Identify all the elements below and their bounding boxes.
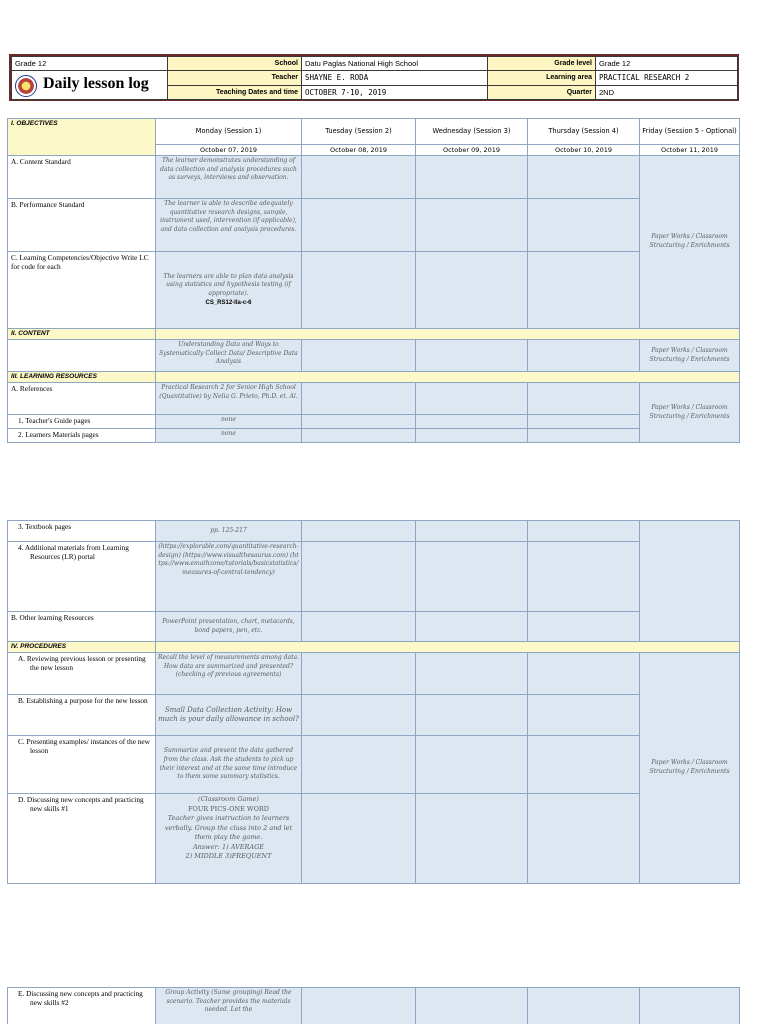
friday-note-procedures: Paper Works / Classroom Structuring / Enrichments	[640, 653, 740, 884]
learning-area-value: PRACTICAL RESEARCH 2	[596, 71, 738, 86]
empty-cell	[528, 199, 640, 252]
content-label-empty	[8, 340, 156, 372]
procedure-d-line-5: 2) MIDDLE 3)FREQUENT	[185, 852, 272, 860]
empty-cell	[302, 521, 416, 542]
procedure-d-monday	[156, 794, 302, 884]
procedure-a-monday: Recall the level of measurements among data. How data are summarized and presented? (checking of previous agreements)	[156, 653, 302, 695]
learners-materials-monday: none	[156, 429, 302, 443]
empty-cell	[416, 542, 528, 612]
school-label: School	[168, 57, 302, 71]
procedure-e-monday: Group Activity (Same grouping) Read the scenario. Teacher provides the materials needed. Let the	[156, 988, 302, 1024]
performance-standard-label: B. Performance Standard	[8, 199, 156, 252]
content-standard-label: A. Content Standard	[8, 156, 156, 199]
empty-cell	[416, 340, 528, 372]
empty-cell	[416, 429, 528, 443]
empty-cell	[528, 653, 640, 695]
title-cell	[12, 71, 168, 100]
empty-cell	[302, 612, 416, 642]
empty-cell	[302, 340, 416, 372]
grade-cell: Grade 12	[12, 57, 168, 71]
section-band	[156, 372, 740, 383]
friday-note-resources-2	[640, 521, 740, 642]
day-tuesday: Tuesday (Session 2)	[302, 119, 416, 145]
empty-cell	[416, 695, 528, 736]
section-band	[156, 329, 740, 340]
empty-cell	[528, 794, 640, 884]
teachers-guide-label: 1. Teacher's Guide pages	[8, 415, 156, 429]
empty-cell	[528, 383, 640, 415]
empty-cell	[528, 415, 640, 429]
procedure-a-label: A. Reviewing previous lesson or presenting the new lesson	[8, 653, 156, 695]
additional-materials-monday: (https://explorable.com/quantitative-research-design) (https://www.visualthesaurus.com) (https://www.emathzone/tutorials/basicstatistics/measures-of-central-tendency)	[156, 542, 302, 612]
quarter-value: 2ND	[596, 85, 738, 100]
teachers-guide-monday: none	[156, 415, 302, 429]
textbook-monday: pp. 125-217	[156, 521, 302, 542]
procedure-d-line-1: (Classroom Game)	[198, 795, 259, 803]
empty-cell	[416, 415, 528, 429]
competency-code: CS_RS12-IIa-c-6	[205, 299, 252, 306]
performance-standard-monday: The learner is able to describe adequately quantitative research designs, sample, instrument used, intervention (if applicable), and data collection and analysis procedures.	[156, 199, 302, 252]
friday-note-content: Paper Works / Classroom Structuring / Enrichments	[640, 340, 740, 372]
empty-cell	[302, 988, 416, 1024]
empty-cell	[528, 340, 640, 372]
learners-materials-label: 2. Learners Materials pages	[8, 429, 156, 443]
teacher-value: SHAYNE E. RODA	[302, 71, 488, 86]
procedure-b-label: B. Establishing a purpose for the new lesson	[8, 695, 156, 736]
day-friday: Friday (Session 5 - Optional)	[640, 119, 740, 145]
procedure-e-label: E. Discussing new concepts and practicing new skills #2	[8, 988, 156, 1024]
section-band	[156, 642, 740, 653]
day-wednesday: Wednesday (Session 3)	[416, 119, 528, 145]
empty-cell	[302, 736, 416, 794]
procedure-d-line-2: FOUR PICS-ONE WORD	[187, 804, 270, 813]
empty-cell	[528, 521, 640, 542]
teacher-label: Teacher	[168, 71, 302, 86]
empty-cell	[416, 199, 528, 252]
objectives-heading: I. OBJECTIVES	[8, 119, 156, 156]
procedures-heading: IV. PROCEDURES	[8, 642, 156, 653]
lesson-table-part-2	[7, 520, 740, 884]
empty-cell	[416, 521, 528, 542]
quarter-label: Quarter	[488, 85, 596, 100]
empty-cell	[528, 252, 640, 329]
references-label: A. References	[8, 383, 156, 415]
deped-seal-icon	[15, 75, 37, 97]
content-heading: II. CONTENT	[8, 329, 156, 340]
dates-label: Teaching Dates and time	[168, 85, 302, 100]
page-title: Daily lesson log	[43, 75, 149, 92]
empty-cell	[416, 252, 528, 329]
date-tuesday: October 08, 2019	[302, 145, 416, 156]
additional-materials-label: 4. Additional materials from Learning Resources (LR) portal	[8, 542, 156, 612]
empty-cell	[302, 199, 416, 252]
resources-heading: III. LEARNING RESOURCES	[8, 372, 156, 383]
empty-cell	[528, 542, 640, 612]
procedure-c-label: C. Presenting examples/ instances of the new lesson	[8, 736, 156, 794]
empty-cell	[302, 542, 416, 612]
procedure-d-label: D. Discussing new concepts and practicing new skills #1	[8, 794, 156, 884]
friday-note-resources: Paper Works / Classroom Structuring / Enrichments	[640, 383, 740, 443]
references-monday: Practical Research 2 for Senior High School (Quantitative) by Nelia G. Prieto, Ph.D. et. Al.	[156, 383, 302, 415]
empty-cell	[302, 415, 416, 429]
empty-cell	[640, 988, 740, 1024]
competencies-text: The learners are able to plan data analysis using statistics and hypothesis testing (if appropriate).	[163, 272, 294, 297]
empty-cell	[302, 653, 416, 695]
date-wednesday: October 09, 2019	[416, 145, 528, 156]
other-resources-label: B. Other learning Resources	[8, 612, 156, 642]
empty-cell	[302, 429, 416, 443]
content-standard-monday: The learner demonstrates understanding of data collection and analysis procedures such as surveys, interviews and observation.	[156, 156, 302, 199]
competencies-label: C. Learning Competencies/Objective Write LC for code for each	[8, 252, 156, 329]
empty-cell	[416, 383, 528, 415]
empty-cell	[528, 429, 640, 443]
header-block	[9, 54, 739, 101]
day-monday: Monday (Session 1)	[156, 119, 302, 145]
grade-level-label: Grade level	[488, 57, 596, 71]
empty-cell	[302, 794, 416, 884]
empty-cell	[302, 156, 416, 199]
empty-cell	[528, 695, 640, 736]
procedure-d-line-4: Answer: 1) AVERAGE	[192, 842, 265, 851]
empty-cell	[528, 156, 640, 199]
grade-level-value: Grade 12	[596, 57, 738, 71]
procedure-b-monday: Small Data Collection Activity: How much is your daily allowance in school?	[156, 695, 302, 736]
empty-cell	[302, 252, 416, 329]
empty-cell	[528, 736, 640, 794]
competencies-monday	[156, 252, 302, 329]
empty-cell	[416, 156, 528, 199]
empty-cell	[416, 653, 528, 695]
empty-cell	[416, 794, 528, 884]
textbook-label: 3. Textbook pages	[8, 521, 156, 542]
friday-note-objectives: Paper Works / Classroom Structuring / Enrichments	[640, 156, 740, 329]
dates-value: OCTOBER 7-10, 2019	[302, 85, 488, 100]
day-thursday: Thursday (Session 4)	[528, 119, 640, 145]
date-friday: October 11, 2019	[640, 145, 740, 156]
content-monday: Understanding Data and Ways to Systematically Collect Data/ Descriptive Data Analysis	[156, 340, 302, 372]
school-value: Datu Paglas National High School	[302, 57, 488, 71]
empty-cell	[416, 736, 528, 794]
date-monday: October 07, 2019	[156, 145, 302, 156]
procedure-c-monday: Summarize and present the data gathered from the class. Ask the students to pick up their interest and at the same time introduce to them some summary statistics.	[156, 736, 302, 794]
lesson-table-part-3	[7, 987, 740, 1024]
empty-cell	[528, 612, 640, 642]
empty-cell	[302, 695, 416, 736]
procedure-d-line-3: Teacher gives instruction to learners verbally. Group the class into 2 and let them play the game.	[164, 814, 293, 841]
learning-area-label: Learning area	[488, 71, 596, 86]
other-resources-monday: PowerPoint presentation, chart, metacards, bond papers, pen, etc.	[156, 612, 302, 642]
empty-cell	[528, 988, 640, 1024]
empty-cell	[302, 383, 416, 415]
date-thursday: October 10, 2019	[528, 145, 640, 156]
lesson-table-part-1	[7, 118, 740, 443]
empty-cell	[416, 612, 528, 642]
empty-cell	[416, 988, 528, 1024]
